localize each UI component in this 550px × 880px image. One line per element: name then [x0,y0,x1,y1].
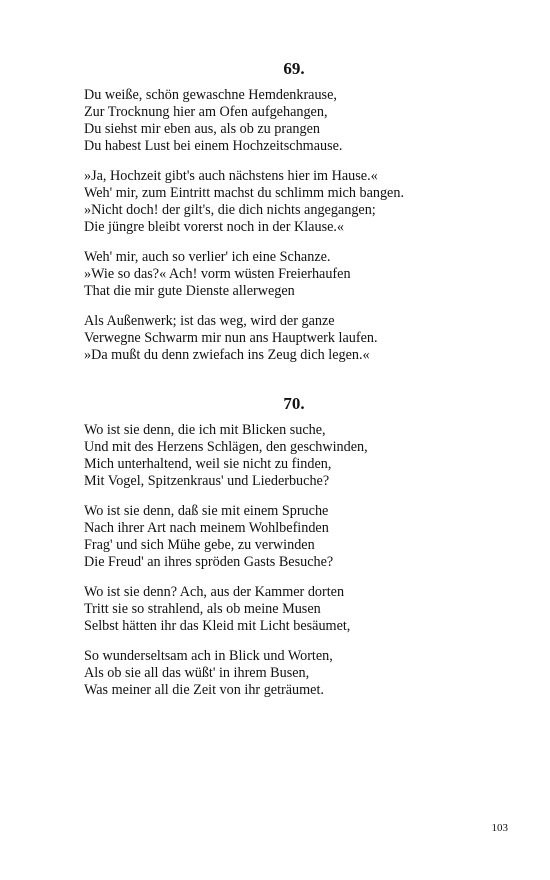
verse-line: So wunderseltsam ach in Blick und Worten, [84,648,333,664]
verse-line: Weh' mir, zum Eintritt machst du schlimm mich bangen. [84,185,405,201]
sonnet-title: 70. [283,394,305,413]
verse-line: Mich unterhaltend, weil sie nicht zu finden, [84,456,332,472]
verse-line: Du weiße, schön gewaschne Hemdenkrause, [84,87,337,103]
stanza [84,648,524,699]
verse-line: Selbst hätten ihr das Kleid mit Licht besäumet, [84,618,351,634]
sonnet-70 [84,393,524,712]
verse-line: »Ja, Hochzeit gibt's auch nächstens hier im Hause.« [84,168,378,184]
verse-line: Was meiner all die Zeit von ihr geträumet. [84,682,324,698]
verse-line: Tritt sie so strahlend, als ob meine Musen [84,601,321,617]
verse-line: Als ob sie all das wüßt' in ihrem Busen, [84,665,310,681]
stanza [84,313,524,364]
verse-line: Du siehst mir eben aus, als ob zu prangen [84,121,321,137]
verse-line: Wo ist sie denn? Ach, aus der Kammer dorten [84,584,345,600]
verse-line: Die Freud' an ihres spröden Gasts Besuche? [84,554,334,570]
verse-line: »Da mußt du denn zwiefach ins Zeug dich legen.« [84,347,370,363]
verse-line: Die jüngre bleibt vorerst noch in der Klause.« [84,219,345,235]
stanza [84,422,524,490]
sonnet-title: 69. [283,59,305,78]
stanza [84,584,524,635]
stanza [84,249,524,300]
verse-line: Frag' und sich Mühe gebe, zu verwinden [84,537,315,553]
verse-line: Du habest Lust bei einem Hochzeitschmause. [84,138,343,154]
page-number: 103 [491,822,508,834]
verse-line: Als Außenwerk; ist das weg, wird der ganze [84,313,335,329]
verse-line: Und mit des Herzens Schlägen, den geschwinden, [84,439,368,455]
verse-line: Wo ist sie denn, daß sie mit einem Spruche [84,503,329,519]
verse-line: Mit Vogel, Spitzenkraus' und Liederbuche? [84,473,330,489]
stanza [84,503,524,571]
sonnet-69 [84,58,524,377]
verse-line: Weh' mir, auch so verlier' ich eine Schanze. [84,249,331,265]
stanza [84,168,524,236]
stanza [84,87,524,155]
verse-line: Nach ihrer Art nach meinem Wohlbefinden [84,520,329,536]
verse-line: Zur Trocknung hier am Ofen aufgehangen, [84,104,328,120]
verse-line: »Wie so das?« Ach! vorm wüsten Freierhaufen [84,266,351,282]
verse-line: That die mir gute Dienste allerwegen [84,283,295,299]
verse-line: Wo ist sie denn, die ich mit Blicken suche, [84,422,326,438]
verse-line: Verwegne Schwarm mir nun ans Hauptwerk laufen. [84,330,378,346]
verse-line: »Nicht doch! der gilt's, die dich nichts angegangen; [84,202,376,218]
